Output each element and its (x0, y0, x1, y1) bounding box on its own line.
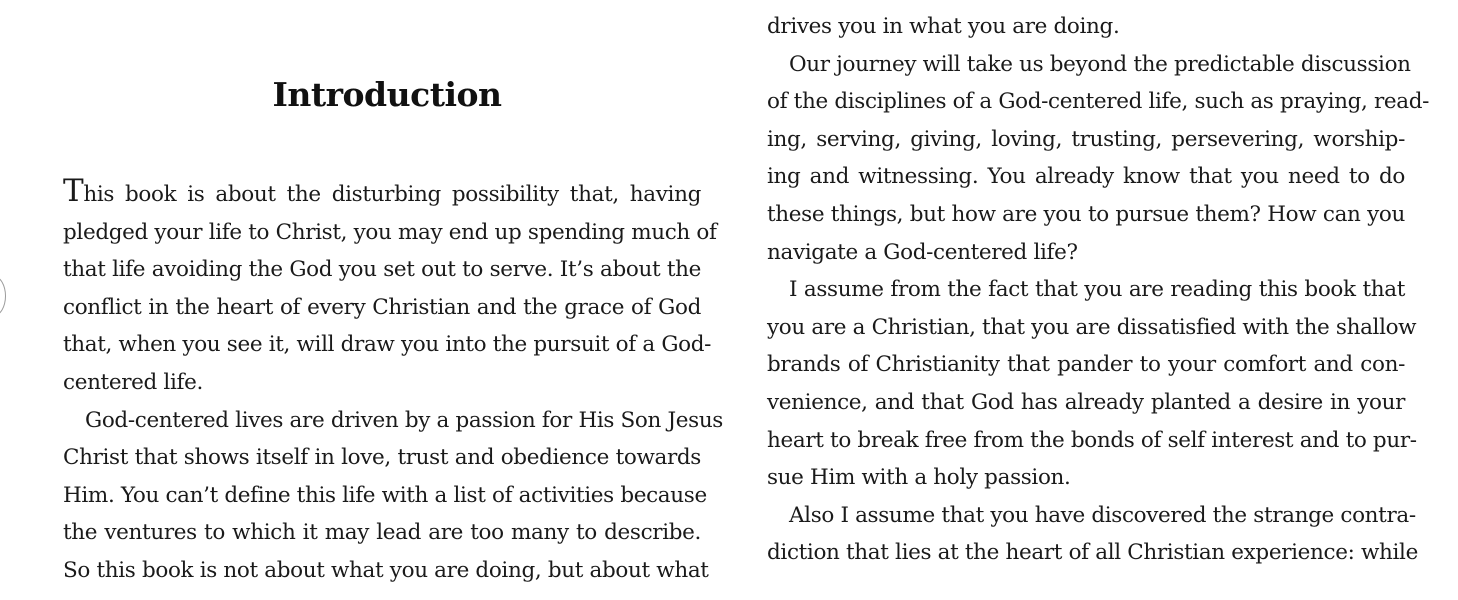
text-line: Our journey will take us beyond the predictable discussion (789, 51, 1411, 77)
page-edge-marker (0, 276, 6, 316)
text-line: sue Him with a holy passion. (767, 465, 1071, 491)
text-line: So this book is not about what you are doing, but about what (63, 557, 709, 583)
right-page-text (767, 8, 1430, 572)
text-line: heart to break free from the bonds of self interest and to pur- (767, 427, 1417, 453)
chapter-title: Introduction (272, 75, 502, 114)
left-page-text (63, 173, 723, 590)
drop-cap: T (63, 173, 84, 209)
text-line: centered life. (63, 369, 203, 395)
text-line: venience, and that God has already planted a desire in your (767, 389, 1405, 415)
text-line: I assume from the fact that you are reading this book that (789, 277, 1405, 303)
right-page (767, 0, 1430, 600)
text-line: pledged your life to Christ, you may end up spending much of (63, 219, 717, 245)
text-line: that, when you see it, will draw you into the pursuit of a God- (63, 332, 712, 358)
text-line: these things, but how are you to pursue them? How can you (767, 201, 1405, 227)
text-line: navigate a God-centered life? (767, 239, 1078, 265)
text-line: conflict in the heart of every Christian and the grace of God (63, 294, 701, 320)
text-line-content: his book is about the disturbing possibility that, having (83, 182, 701, 207)
text-line: the ventures to which it may lead are too many to describe. (63, 520, 701, 546)
text-line: ing and witnessing. You already know that you need to do (767, 164, 1405, 190)
text-line: you are a Christian, that you are dissatisfied with the shallow (767, 314, 1417, 340)
text-line (63, 173, 701, 214)
text-line: ing, serving, giving, loving, trusting, persevering, worship- (767, 126, 1405, 152)
text-line: that life avoiding the God you set out to serve. It’s about the (63, 257, 701, 283)
text-line: God-centered lives are driven by a passion for His Son Jesus (85, 407, 723, 433)
text-line: of the disciplines of a God-centered life, such as praying, read- (767, 89, 1430, 115)
left-page (63, 0, 723, 600)
text-line: Him. You can’t define this life with a list of activities because (63, 482, 707, 508)
text-line: Christ that shows itself in love, trust and obedience towards (63, 445, 701, 471)
text-line: drives you in what you are doing. (767, 14, 1120, 39)
text-line: brands of Christianity that pander to your comfort and con- (767, 352, 1405, 378)
text-line: Also I assume that you have discovered the strange contra- (789, 502, 1416, 528)
text-line: diction that lies at the heart of all Christian experience: while (767, 540, 1418, 566)
